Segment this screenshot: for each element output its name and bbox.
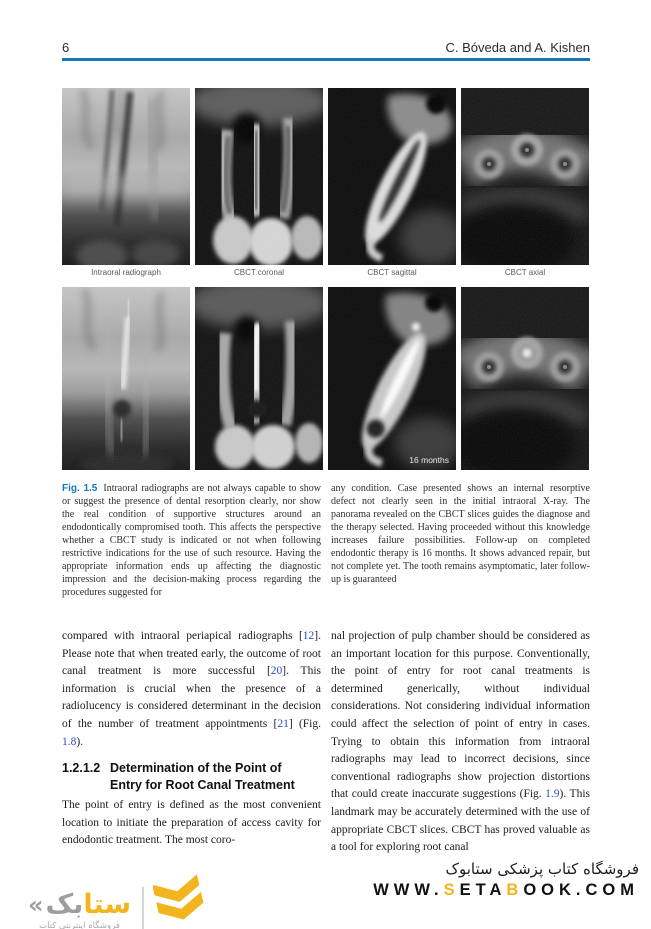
figure-row-pretreatment: [62, 88, 589, 265]
running-head-authors: C. Bóveda and A. Kishen: [445, 40, 590, 55]
intraoral-radiograph-treated-image: [62, 287, 190, 470]
logo-subtitle: فروشگاه اینترنتی کتاب: [39, 921, 120, 929]
caption-right-column: any condition. Case presented shows an internal resorptive defect not clearly seen in the initial intraoral X-ray. The panorama revealed on the CBCT slices guides the diagnose and the therapy selected. Having proceeded without this knowledge increases failure possibilities. Follow-up on completed endodontic therapy is 16 months. It shows advanced repair, but not complete yet. The tooth remains asymptomatic, later follow-up is guaranteed: [331, 483, 590, 585]
caption-left-column: [62, 482, 321, 599]
label-cbct-coronal: CBCT coronal: [233, 268, 285, 277]
section-heading-1-2-1-2: [62, 760, 321, 793]
logo-guillemet-glyph: «: [28, 891, 44, 919]
intraoral-radiograph-image: [62, 88, 190, 265]
body-text: [62, 628, 590, 878]
cbct-sagittal-treated-image: [328, 287, 456, 470]
header-rule: [62, 58, 590, 61]
label-intraoral: Intraoral radiograph: [91, 268, 161, 277]
section-title: Determination of the Point of Entry for Root Canal Treatment: [110, 761, 295, 792]
figure-column-labels: [62, 268, 590, 277]
cbct-axial-treated-image: [461, 287, 589, 470]
body-right-column: [331, 628, 590, 878]
figure-caption: [62, 482, 590, 599]
body-paragraph-2: The point of entry is defined as the most convenient location to initiate the preparation of access cavity for endodontic treatment. The most coro-: [62, 799, 321, 847]
store-title: فروشگاه کتاب پزشکی ستابوک: [445, 860, 639, 878]
running-header: [62, 40, 590, 55]
cbct-coronal-image: [195, 88, 323, 265]
cbct-axial-image: [461, 88, 589, 265]
label-cbct-sagittal: CBCT sagittal: [367, 268, 417, 277]
followup-duration-overlay: 16 months: [409, 455, 449, 465]
label-cbct-axial: CBCT axial: [504, 268, 546, 277]
logo-wordmark: [28, 890, 131, 929]
cbct-sagittal-image: [328, 88, 456, 265]
body-left-column: [62, 628, 321, 878]
body-paragraph-1: compared with intraoral periapical radiographs [12]. Please note that when treated early, the outcome of root canal treatment is more successful [20]. This information is crucial when the presence of a radiolucency is considered determinant in the decision of the number of treatment appointments [21] (Fig. 1.8).: [62, 630, 321, 748]
cbct-coronal-treated-image: [195, 287, 323, 470]
logo-divider: [142, 887, 144, 929]
section-number: 1.2.1.2: [62, 761, 101, 776]
page-number: 6: [62, 40, 70, 55]
setabook-logo[interactable]: [28, 872, 205, 929]
footer-store-info: [373, 860, 639, 900]
chevron-emblem-icon: [153, 872, 205, 929]
website-url[interactable]: WWW.SETABOOK.COM: [373, 881, 639, 899]
figure-number-label: Fig. 1.5: [62, 483, 98, 494]
body-paragraph-3: nal projection of pulp chamber should be considered as an important location for this purpose. Conventionally, the point of entry for root canal treatments is determined generically, without individual considerations. Not considering individual information could affect the selection of point of entry in cases. Trying to obtain this information from intraoral radiographs may lead to incorrect decisions, since conventional radiographs show projection distortions that could create inaccurate suggestions (Fig. 1.9). This landmark may be accurately determined with the use of appropriate CBCT slices. CBCT has proved valuable as a tool for exploring root canal: [331, 630, 590, 854]
logo-word: ستابک: [45, 889, 132, 920]
caption-left-text: Intraoral radiographs are not always capable to show or suggest the presence of dental resorption clearly, nor show the real condition of supportive structures around an endodontically compromised tooth. This affects the perspective whether a CBCT study is indicated or not when following restrictive indications for the use of such resource. Having the appropriate information ends up affecting the diagnostic impression and the decision-making process regarding the procedures suggested for: [62, 483, 321, 598]
figure-row-followup: [62, 287, 589, 470]
